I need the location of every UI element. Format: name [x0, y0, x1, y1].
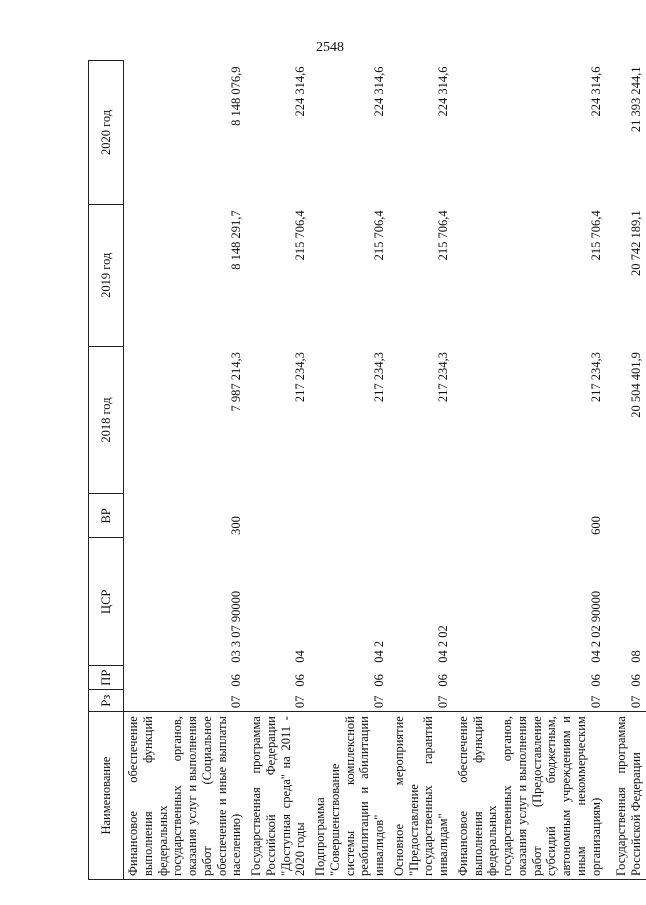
budget-table — [88, 60, 646, 880]
header-name: Наименование — [89, 712, 124, 880]
table-row — [390, 61, 454, 880]
table-row — [454, 61, 607, 880]
row-csr: 04 2 02 90000 — [588, 590, 603, 663]
row-2020: 224 314,6 — [293, 66, 308, 117]
row-2020: 21 393 244,1 — [628, 66, 643, 133]
row-2019: 215 706,4 — [436, 210, 450, 261]
row-rz: 07 — [372, 695, 386, 709]
row-name: Финансовое обеспечение выполнения функций федеральных государственных органов, оказания услуг и выполнения работ (Предоставление субсидий бюджетным, автономным учреждениям и иным некоммерческим организациям) — [454, 712, 607, 880]
row-name: Финансовое обеспечение выполнения функций федеральных государственных органов, оказания услуг и выполнения работ (Социальное обеспечение и иные выплаты населению) — [124, 712, 248, 880]
table-header-row — [89, 61, 124, 880]
row-2018: 7 987 214,3 — [229, 352, 244, 412]
row-2020: 224 314,6 — [372, 66, 386, 117]
row-2020: 224 314,6 — [588, 66, 603, 117]
row-2019: 215 706,4 — [588, 210, 603, 261]
row-rz: 07 — [588, 695, 603, 709]
row-rz: 07 — [229, 695, 244, 709]
row-pr: 06 — [628, 674, 643, 687]
row-vr — [247, 494, 311, 538]
row-2019: 215 706,4 — [293, 210, 308, 261]
header-2019: 2019 год — [89, 204, 124, 346]
header-pr: ПР — [89, 666, 124, 690]
row-pr: 06 — [229, 674, 244, 687]
page-number: 2548 — [316, 40, 344, 55]
row-2019: 8 148 291,7 — [229, 210, 244, 270]
header-rz: Рз — [89, 690, 124, 712]
row-2018: 217 234,3 — [588, 352, 603, 403]
table-row — [247, 61, 311, 880]
header-vr: ВР — [89, 494, 124, 538]
row-name: Государственная программа Российской Федерации — [606, 712, 646, 880]
header-2018: 2018 год — [89, 346, 124, 494]
row-rz: 07 — [436, 695, 450, 709]
row-vr: 600 — [588, 516, 603, 535]
row-2019: 20 742 189,1 — [628, 210, 643, 276]
row-vr: 300 — [229, 516, 244, 535]
row-csr: 04 — [293, 650, 308, 663]
row-rz: 07 — [628, 695, 643, 709]
table-row — [124, 61, 248, 880]
row-2019: 215 706,4 — [372, 210, 386, 261]
row-2018: 217 234,3 — [372, 352, 386, 403]
row-pr: 06 — [293, 674, 308, 687]
table-row — [606, 61, 646, 880]
row-name: Основное мероприятие "Предоставление государственных гарантий инвалидам" — [390, 712, 454, 880]
row-pr: 06 — [588, 674, 603, 687]
row-csr: 04 2 — [372, 640, 386, 663]
row-csr: 04 2 02 — [436, 625, 450, 663]
row-2018: 217 234,3 — [436, 352, 450, 403]
row-vr — [606, 494, 646, 538]
row-rz: 07 — [293, 695, 308, 709]
row-2020: 8 148 076,9 — [229, 66, 244, 126]
row-csr: 03 3 07 90000 — [229, 590, 244, 663]
row-pr: 06 — [372, 674, 386, 687]
row-name: Подпрограмма "Совершенствование системы комплексной реабилитации и абилитации инвалидов" — [311, 712, 390, 880]
row-vr — [311, 494, 390, 538]
row-2018: 217 234,3 — [293, 352, 308, 403]
budget-table-wrapper — [88, 60, 643, 880]
row-pr: 06 — [436, 674, 450, 687]
table-row — [311, 61, 390, 880]
header-2020: 2020 год — [89, 61, 124, 205]
row-2020: 224 314,6 — [436, 66, 450, 117]
row-csr: 08 — [628, 650, 643, 663]
row-name: Государственная программа Российской Федерации "Доступная среда" на 2011 - 2020 годы — [247, 712, 311, 880]
header-csr: ЦСР — [89, 538, 124, 666]
row-vr — [390, 494, 454, 538]
row-2018: 20 504 401,9 — [628, 352, 643, 418]
